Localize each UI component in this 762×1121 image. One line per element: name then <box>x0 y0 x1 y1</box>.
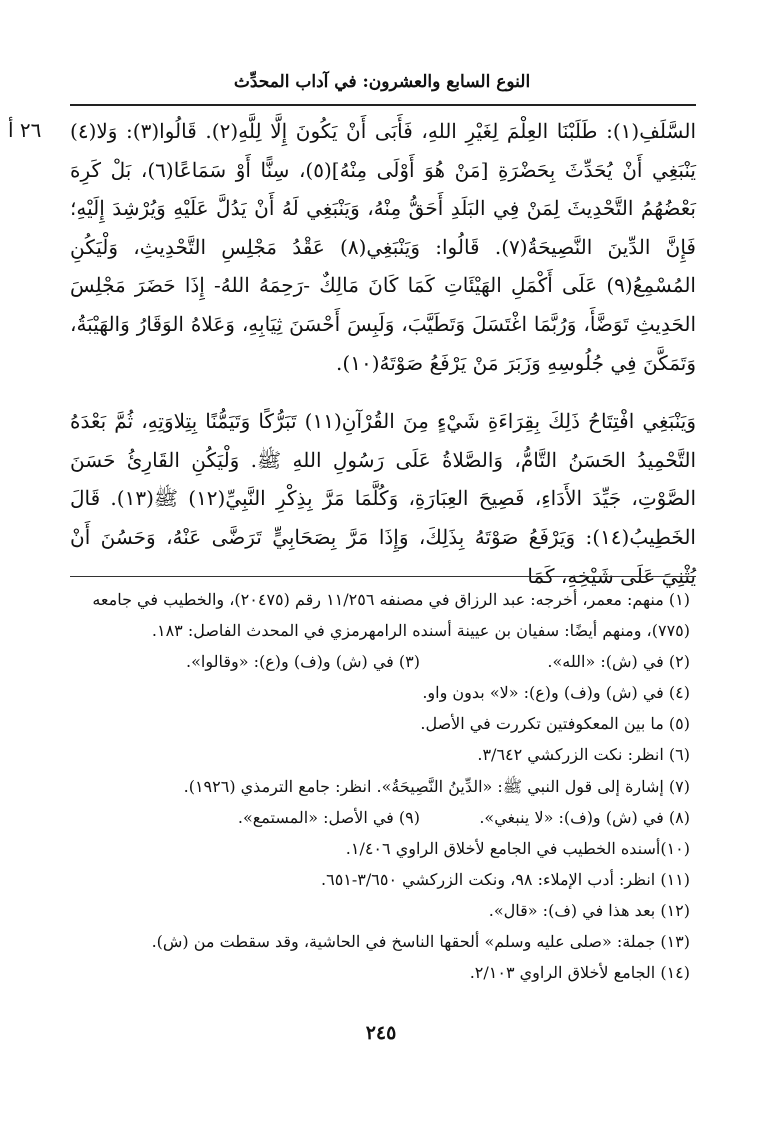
footnote-separator <box>70 576 696 577</box>
footnote-7: (٧) إشارة إلى قول النبي ﷺ: «الدِّينُ النَّصِيحَةُ». انظر: جامع الترمذي (١٩٢٦). <box>183 776 690 796</box>
footnote-5: (٥) ما بين المعكوفتين تكررت في الأصل. <box>420 714 690 734</box>
footnote-13: (١٣) جملة: «صلى عليه وسلم» ألحقها الناسخ في الحاشية، وقد سقطت من (ش). <box>151 932 690 952</box>
main-text <box>70 112 696 595</box>
footnote-3: (٣) في (ش) و(ف) و(ع): «وقالوا». <box>186 652 420 672</box>
footnote-8: (٨) في (ش) و(ف): «لا ينبغي». <box>479 807 690 827</box>
footnote-12: (١٢) بعد هذا في (ف): «قال». <box>488 900 690 920</box>
running-header: النوع السابع والعشرون: في آداب المحدِّث <box>233 72 531 92</box>
footnote-2: (٢) في (ش): «الله». <box>547 652 690 672</box>
footnote-11: (١١) انظر: أدب الإملاء: ٩٨، ونكت الزركشي ٣/٦٥٠-٦٥١. <box>321 869 690 889</box>
header-rule <box>70 104 696 106</box>
footnote-1: (١) منهم: معمر، أخرجه: عبد الرزاق في مصنفه ١١/٢٥٦ رقم (٢٠٤٧٥)، والخطيب في جامعه (٧٧٥)، ومنهم أيضًا: سفيان بن عيينة أسنده الرامهرمزي في المحدث الفاصل: ١٨٣. <box>92 590 690 641</box>
footnote-4: (٤) في (ش) و(ف) و(ع): «لا» بدون واو. <box>422 683 690 703</box>
footnotes <box>70 584 690 988</box>
manuscript-folio-note: ٢٦ أ <box>8 118 42 142</box>
page-number: ٢٤٥ <box>365 1022 397 1044</box>
footnote-row-2-3 <box>70 646 690 677</box>
paragraph-1: السَّلَفِ(١): طَلَبْنَا العِلْمَ لِغَيْرِ اللهِ، فَأَبَى أَنْ يَكُونَ إِلَّا لِلَّهِ(٢). قَالُوا(٣): وَلا(٤) يَنْبَغِي أَنْ يُحَدِّثَ بِحَضْرَةِ [مَنْ هُوَ أَوْلَى مِنْهُ](٥)، سِنًّا أَوْ سَمَاعًا(٦)، بَلْ كَرِهَ بَعْضُهُمُ التَّحْدِيثَ لِمَنْ فِي البَلَدِ أَحَقُّ مِنْهُ، وَيَنْبَغِي لَهُ أَنْ يَدُلَّ عَلَيْهِ وَيُرْشِدَ إِلَيْهِ؛ فَإِنَّ الدِّينَ النَّصِيحَةُ(٧). قَالُوا: وَيَنْبَغِي(٨) عَقْدُ مَجْلِسِ التَّحْدِيثِ، وَلْيَكُنِ المُسْمِعُ(٩) عَلَى أَكْمَلِ الهَيْئَاتِ كَمَا كَانَ مَالِكٌ -رَحِمَهُ اللهُ- إِذَا حَضَرَ مَجْلِسَ الحَدِيثِ تَوَضَّأَ، وَرُبَّمَا اغْتَسَلَ وَتَطَيَّبَ، وَلَبِسَ أَحْسَنَ ثِيَابِهِ، وَعَلاهُ الوَقَارُ وَالهَيْبَةُ، وَتَمَكَّنَ فِي جُلُوسِهِ وَزَبَرَ مَنْ يَرْفَعُ صَوْتَهُ(١٠). <box>70 119 697 375</box>
footnote-9: (٩) في الأصل: «المستمع». <box>237 807 420 827</box>
footnote-row-8-9 <box>70 802 690 833</box>
footnote-14: (١٤) الجامع لأخلاق الراوي ٢/١٠٣. <box>469 963 690 983</box>
footnote-6: (٦) انظر: نكت الزركشي ٣/٦٤٢. <box>477 745 690 765</box>
footnote-10: (١٠)أسنده الخطيب في الجامع لأخلاق الراوي ١/٤٠٦. <box>345 838 690 858</box>
paragraph-2: وَيَنْبَغِي افْتِتَاحُ ذَلِكَ بِقِرَاءَةِ شَيْءٍ مِنَ القُرْآنِ(١١) تَبَرُّكًا وَتَيَمُّنًا بِتِلاوَتِهِ، ثُمَّ بَعْدَهُ التَّحْمِيدُ الحَسَنُ التَّامُّ، وَالصَّلاةُ عَلَى رَسُولِ اللهِ ﷺ. وَلْيَكُنِ القَارِئُ حَسَنَ الصَّوْتِ، جَيِّدَ الأَدَاءِ، فَصِيحَ العِبَارَةِ، وَكُلَّمَا مَرَّ بِذِكْرِ النَّبِيِّ(١٢) ﷺ(١٣). قَالَ الخَطِيبُ(١٤): وَيَرْفَعُ صَوْتَهُ بِذَلِكَ، وَإِذَا مَرَّ بِصَحَابِيٍّ تَرَضَّى عَنْهُ، وَحَسُنَ أَنْ يُثْنِيَ عَلَى شَيْخِهِ، كَمَا <box>70 409 697 588</box>
